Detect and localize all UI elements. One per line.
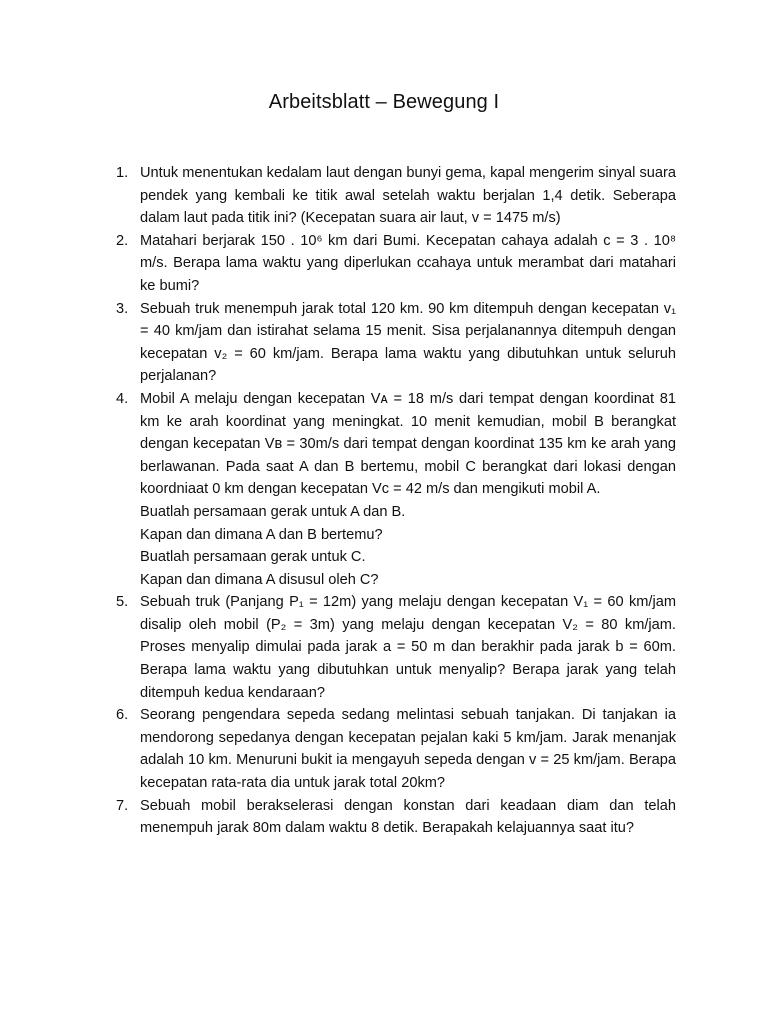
- sub-question: Buatlah persamaan gerak untuk A dan B.: [140, 503, 406, 520]
- problem-number: 5.: [116, 594, 129, 611]
- problem-item-5: [110, 591, 676, 704]
- problem-text: Mobil A melaju dengan kecepatan Vᴀ = 18 m/s dari tempat dengan koordinat 81 km ke arah koordinat yang meningkat. 10 menit kemudian, mobil B berangkat dengan kecepatan Vʙ = 30m/s dari tempat dengan koordinat 135 km ke arah yang berlawanan. Pada saat A dan B bertemu, mobil C berangkat dari lokasi dengan koordniaat 0 km dengan kecepatan Vc = 42 m/s dan mengikuti mobil A.: [140, 390, 676, 498]
- problem-number: 4.: [116, 390, 129, 407]
- problem-text: Untuk menentukan kedalam laut dengan bunyi gema, kapal mengerim sinyal suara pendek yang kembali ke titik awal setelah waktu berjalan 1,4 detik. Seberapa dalam laut pada titik ini? (Kecepatan suara air laut, v = 1475 m/s): [140, 165, 676, 227]
- problem-number: 1.: [116, 165, 129, 181]
- problem-text: Matahari berjarak 150 . 10⁶ km dari Bumi. Kecepatan cahaya adalah c = 3 . 10⁸ m/s. Berapa lama waktu yang diperlukan ccahaya untuk merambat dari matahari ke bumi?: [140, 232, 676, 294]
- problem-list: [110, 162, 676, 840]
- problem-item-6: [110, 704, 676, 794]
- problem-item-3: [110, 298, 676, 388]
- sub-question: Buatlah persamaan gerak untuk C.: [140, 549, 366, 566]
- sub-question: Kapan dan dimana A disusul oleh C?: [140, 571, 379, 588]
- problem-text: Sebuah truk (Panjang P₁ = 12m) yang melaju dengan kecepatan V₁ = 60 km/jam disalip oleh mobil (P₂ = 3m) yang melaju dengan kecepatan V₂ = 80 km/jam. Proses menyalip dimulai pada jarak a = 50 m dan berakhir pada jarak b = 60m. Berapa lama waktu yang dibutuhkan untuk menyalip? Berapa jarak yang telah ditempuh kedua kendaraan?: [140, 594, 676, 701]
- sub-question: Kapan dan dimana A dan B bertemu?: [140, 526, 383, 543]
- problem-text: Seorang pengendara sepeda sedang melintasi sebuah tanjakan. Di tanjakan ia mendorong sepedanya dengan kecepatan pejalan kaki 5 km/jam. Jarak menanjak adalah 10 km. Menuruni bukit ia mengayuh sepeda dengan v = 25 km/jam. Berapa kecepatan rata-rata dia untuk jarak total 20km?: [140, 707, 676, 792]
- problem-number: 2.: [116, 232, 129, 249]
- problem-text: Sebuah truk menempuh jarak total 120 km. 90 km ditempuh dengan kecepatan v₁ = 40 km/jam dan istirahat selama 15 menit. Sisa perjalanannya ditempuh dengan kecepatan v₂ = 60 km/jam. Berapa lama waktu yang dibutuhkan untuk seluruh perjalanan?: [140, 300, 676, 385]
- problem-text: Sebuah mobil berakselerasi dengan konstan dari keadaan diam dan telah menempuh jarak 80m dalam waktu 8 detik. Berapakah kelajuannya saat itu?: [140, 797, 676, 837]
- problem-item-7: [110, 795, 676, 840]
- problem-number: 6.: [116, 707, 129, 724]
- problem-number: 7.: [116, 797, 129, 814]
- problem-item-4: [110, 388, 676, 591]
- problem-item-2: [110, 230, 676, 298]
- problem-item-1: [110, 162, 676, 230]
- page-title: Arbeitsblatt – Bewegung I: [268, 91, 500, 113]
- problem-number: 3.: [116, 300, 129, 317]
